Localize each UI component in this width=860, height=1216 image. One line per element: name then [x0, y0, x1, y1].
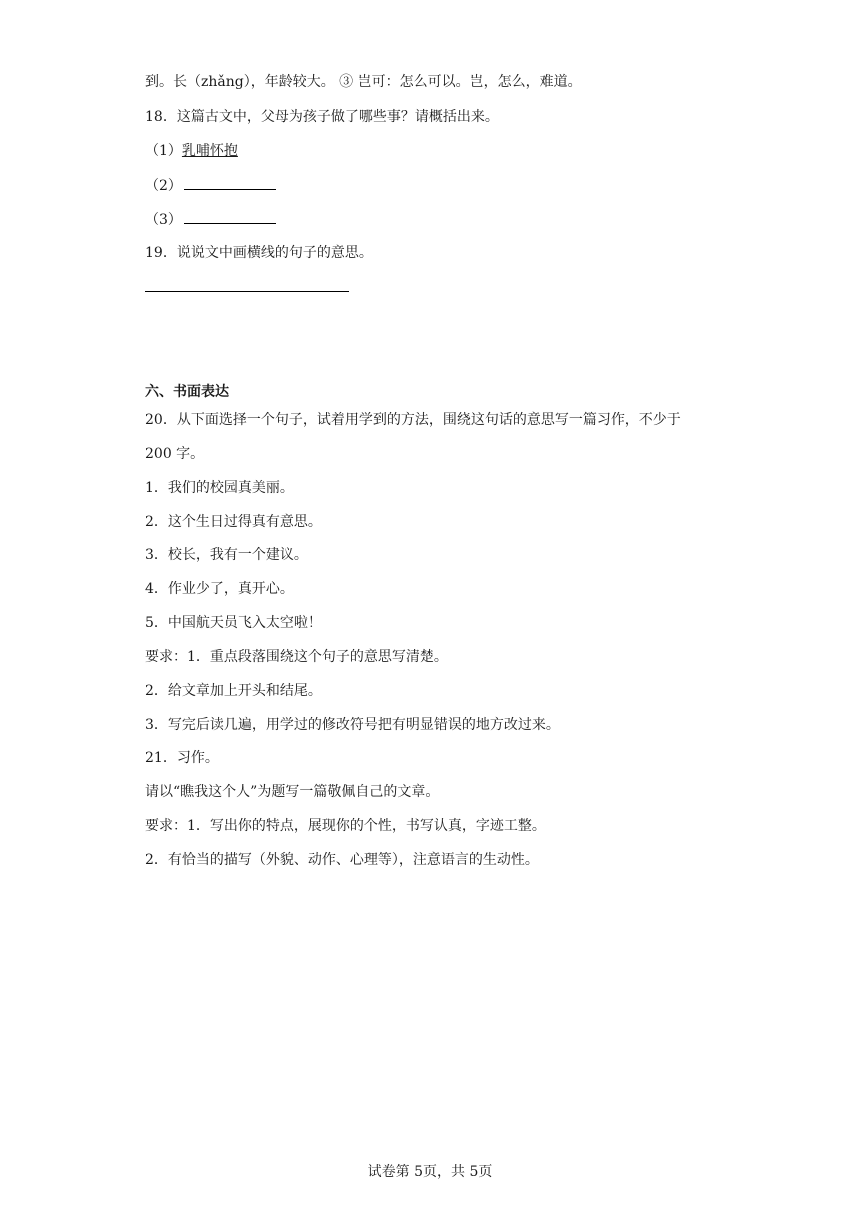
q18-item-3-prefix: （3）: [145, 212, 182, 228]
q19-answer-line[interactable]: [145, 291, 349, 292]
page-footer: 试卷第 5页，共 5页: [367, 1164, 493, 1180]
q18-item-3-blank[interactable]: [184, 209, 276, 224]
question-20-line-1: 20．从下面选择一个句子，试着用学到的方法，围绕这句话的意思写一篇习作，不少于: [145, 412, 681, 428]
section-6-title: 六、书面表达: [145, 384, 229, 400]
annotation-line: 到。长（zhǎng），年龄较大。 ③ 岂可：怎么可以。岂，怎么，难道。: [145, 74, 582, 90]
q18-item-1-prefix: （1）: [145, 143, 182, 159]
q20-requirement-1: 要求：1．重点段落围绕这个句子的意思写清楚。: [145, 649, 448, 665]
q20-option-3: 3．校长，我有一个建议。: [145, 547, 308, 563]
q20-option-1: 1．我们的校园真美丽。: [145, 480, 294, 496]
q18-item-1: [145, 141, 238, 161]
q20-requirement-2: 2．给文章加上开头和结尾。: [145, 683, 322, 699]
question-18: 18．这篇古文中，父母为孩子做了哪些事？请概括出来。: [145, 109, 499, 125]
q18-item-2: [145, 175, 276, 196]
q20-requirement-3: 3．写完后读几遍，用学过的修改符号把有明显错误的地方改过来。: [145, 717, 560, 733]
q18-item-2-prefix: （2）: [145, 178, 182, 194]
q21-requirement-2: 2．有恰当的描写（外貌、动作、心理等），注意语言的生动性。: [145, 852, 539, 868]
q20-option-2: 2．这个生日过得真有意思。: [145, 514, 322, 530]
question-21-prompt: 请以“瞧我这个人”为题写一篇敬佩自己的文章。: [145, 784, 440, 800]
q20-option-4: 4．作业少了，真开心。: [145, 581, 294, 597]
question-19: 19．说说文中画横线的句子的意思。: [145, 245, 373, 261]
question-21-title: 21．习作。: [145, 750, 219, 766]
question-20-line-2: 200 字。: [145, 446, 205, 462]
q21-requirement-1: 要求：1．写出你的特点，展现你的个性，书写认真，字迹工整。: [145, 818, 546, 834]
q18-item-3: [145, 209, 276, 230]
q20-option-5: 5．中国航天员飞入太空啦！: [145, 615, 322, 631]
q18-item-2-blank[interactable]: [184, 175, 276, 190]
q18-item-1-answer: 乳哺怀抱: [181, 143, 238, 159]
